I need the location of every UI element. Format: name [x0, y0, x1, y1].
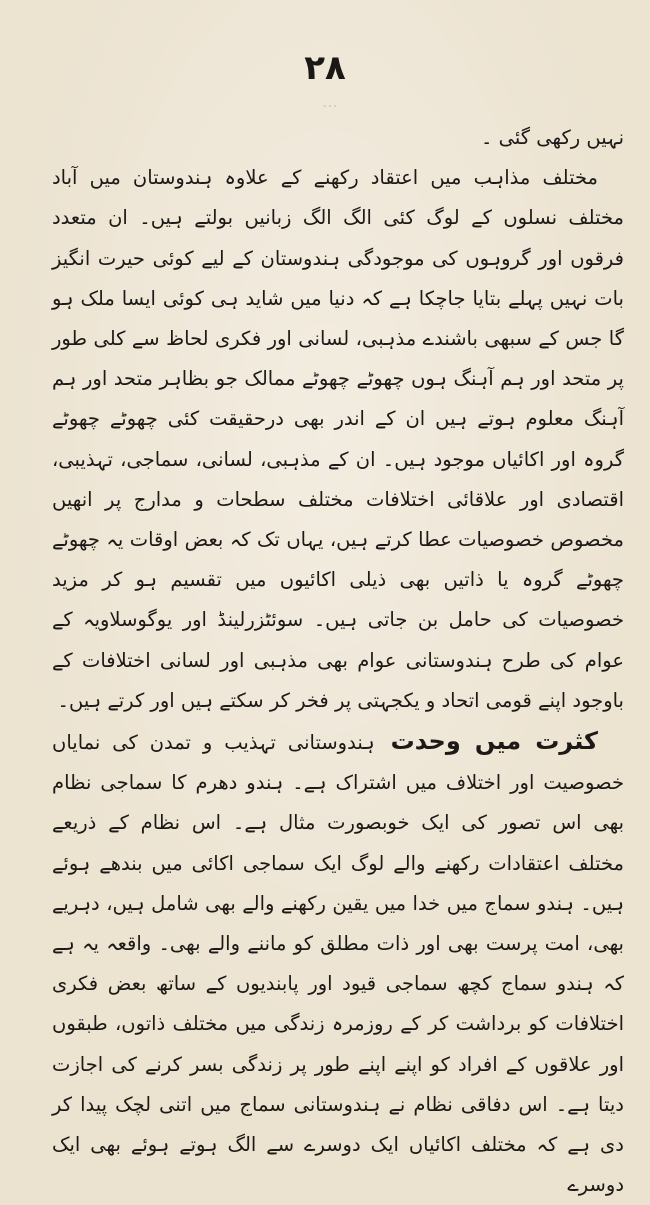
page-body [52, 118, 624, 1205]
paragraph-text: مختلف مذاہب میں اعتقاد رکھنے کے علاوہ ہندوستان میں آباد مختلف نسلوں کے لوگ کئی الگ الگ زبانیں بولتے ہیں۔ ان متعدد فرقوں اور گروہوں کی موجودگی ہندوستان کے لیے کوئی حیرت انگیز بات نہیں پہلے بتایا جاچکا ہے کہ دنیا میں شاید ہی کوئی ایسا ملک ہو گا جس کے سبھی باشندے مذہبی، لسانی اور فکری لحاظ سے کلی طور پر متحد اور ہم آہنگ ہوں چھوٹے چھوٹے ممالک جو بظاہر متحد اور ہم آہنگ معلوم ہوتے ہیں ان کے اندر بھی درحقیقت کئی چھوٹے چھوٹے گروہ اور اکائیاں موجود ہیں۔ ان کے مذہبی، لسانی، سماجی، تہذیبی، اقتصادی اور علاقائی اختلافات مختلف سطحات و مدارج پر انھیں مخصوص خصوصیات عطا کرتے ہیں، یہاں تک کہ بعض اوقات یہ چھوٹے چھوٹے گروہ یا ذاتیں بھی ذیلی اکائیوں میں تقسیم ہو کر مزید خصوصیات کی حامل بن جاتی ہیں۔ سوئٹزرلینڈ اور یوگوسلاویہ کے عوام کی طرح ہندوستانی عوام بھی مذہبی اور لسانی اختلافات کے باوجود اپنے قومی اتحاد و یکجہتی پر فخر کر سکتے ہیں اور کرتے ہیں۔ [52, 166, 624, 712]
paragraph-with-heading [52, 721, 624, 1205]
paragraph-text: نہیں رکھی گئی ۔ [481, 126, 624, 149]
paragraph-continuation [52, 118, 624, 158]
bleed-through-text: … [322, 92, 338, 111]
section-heading: کثرت میں وحدت [390, 727, 598, 756]
page-number: ۲۸ [304, 48, 346, 88]
paragraph-text: ہندوستانی تہذیب و تمدن کی نمایاں خصوصیت اور اختلاف میں اشتراک ہے۔ ہندو دھرم کا سماجی نظام بھی اس تصور کی ایک خوبصورت مثال ہے۔ اس نظام کے ذریعے مختلف اعتقادات رکھنے والے لوگ ایک سماجی اکائی میں بندھے ہوئے ہیں۔ ہندو سماج میں خدا میں یقین رکھنے والے بھی شامل ہیں، دہریے بھی، امت پرست بھی اور ذات مطلق کو ماننے والے بھی۔ واقعہ یہ ہے کہ ہندو سماج کچھ سماجی قیود اور پابندیوں کے ساتھ بعض فکری اختلافات کو برداشت کر کے روزمرہ زندگی میں مختلف ذاتوں، طبقوں اور علاقوں کے افراد کو اپنے اپنے طور پر زندگی بسر کرنے کی اجازت دیتا ہے۔ اس دفاقی نظام نے ہندوستانی سماج میں اتنی لچک پیدا کر دی ہے کہ مختلف اکائیاں ایک دوسرے سے الگ ہوتے ہوئے بھی ایک دوسرے [52, 731, 624, 1197]
paragraph [52, 158, 624, 721]
